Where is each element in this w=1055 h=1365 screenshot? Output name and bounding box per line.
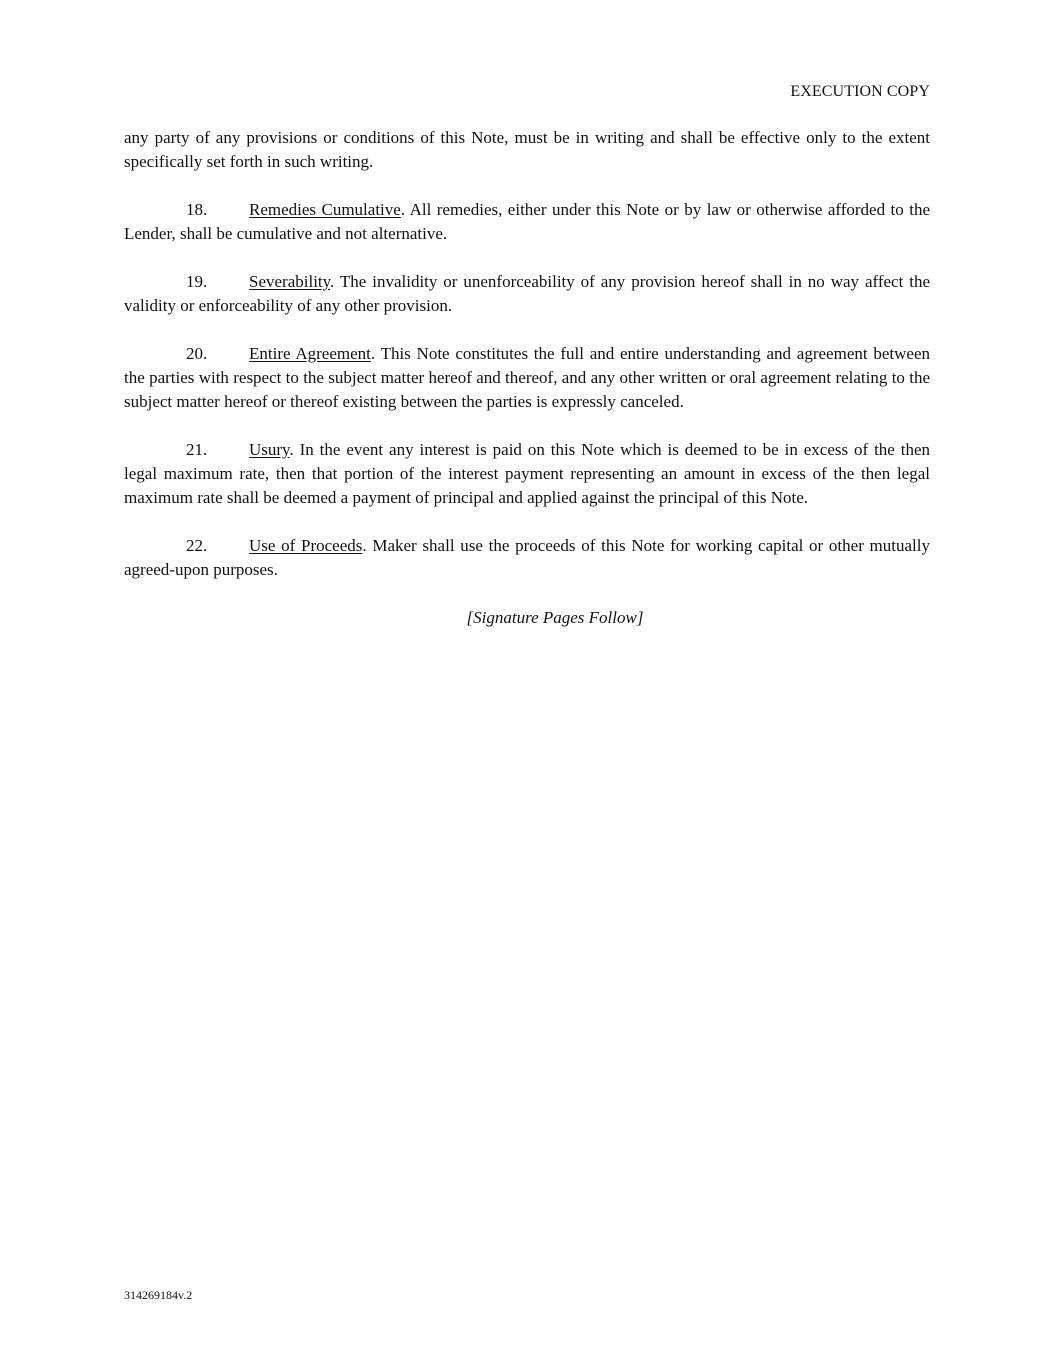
section-heading: Entire Agreement [249,344,371,363]
continuation-paragraph: any party of any provisions or conditions of this Note, must be in writing and shall be effective only to the extent specifically set forth in such writing. [124,128,930,171]
section-number: 22. [186,536,208,555]
section-number: 21. [186,440,208,459]
document-id: 314269184v.2 [124,1288,193,1302]
section-19 [124,270,930,318]
section-number: 19. [186,272,208,291]
section-18 [124,198,930,246]
section-body: . In the event any interest is paid on this Note which is deemed to be in excess of the then legal maximum rate, then that portion of the interest payment representing an amount in excess of the then legal maximum rate shall be deemed a payment of principal and applied against the principal of this Note. [124,440,930,507]
section-heading: Use of Proceeds [249,536,363,555]
section-body: . All remedies, either under this Note or by law or otherwise afforded to the Lender, shall be cumulative and not alternative. [124,200,931,243]
section-heading: Usury [249,440,290,459]
document-body [124,126,930,630]
section-21 [124,438,930,510]
section-body: . Maker shall use the proceeds of this Note for working capital or other mutually agreed-upon purposes. [124,536,930,579]
section-22 [124,534,930,582]
section-20 [124,342,930,414]
section-number: 20. [186,344,208,363]
signature-pages-note: [Signature Pages Follow] [466,608,644,627]
section-body: . This Note constitutes the full and entire understanding and agreement between the parties with respect to the subject matter hereof and thereof, and any other written or oral agreement relating to the subject matter hereof or thereof existing between the parties is expressly canceled. [124,344,930,411]
execution-copy-label: EXECUTION COPY [790,83,930,100]
section-number: 18. [186,200,208,219]
section-heading: Remedies Cumulative [249,200,401,219]
section-heading: Severability [249,272,331,291]
section-body: . The invalidity or unenforceability of any provision hereof shall in no way affect the validity or enforceability of any other provision. [124,272,930,315]
